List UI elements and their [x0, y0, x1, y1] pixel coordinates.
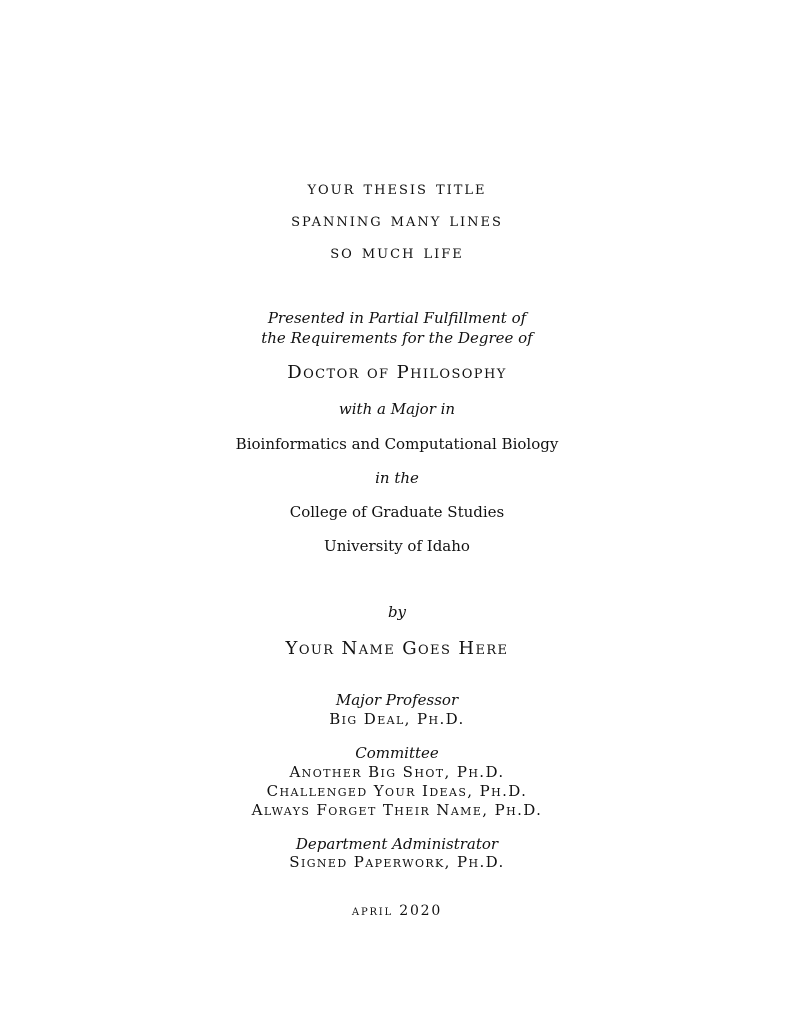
in-the-text: in the — [375, 469, 419, 487]
major-professor-label: Major Professor — [335, 691, 459, 709]
presented-line-2: the Requirements for the Degree of — [261, 329, 533, 347]
committee-member: Another Big Shot, Ph.D. — [289, 763, 505, 781]
department-administrator-name: Signed Paperwork, Ph.D. — [289, 853, 505, 871]
by-text: by — [387, 603, 407, 621]
submission-date: april 2020 — [351, 903, 443, 919]
thesis-title-line: so much life — [330, 241, 464, 263]
thesis-title-line: spanning many lines — [291, 209, 503, 231]
college-name: College of Graduate Studies — [289, 503, 505, 521]
major-intro: with a Major in — [338, 400, 456, 418]
committee-list — [0, 763, 794, 820]
degree-name: Doctor of Philosophy — [287, 362, 507, 383]
department-administrator-label: Department Administrator — [295, 835, 499, 853]
thesis-title — [0, 172, 794, 268]
presented-statement — [0, 308, 794, 348]
author-name: Your Name Goes Here — [285, 638, 509, 659]
committee-member: Challenged Your Ideas, Ph.D. — [266, 782, 528, 800]
university-name: University of Idaho — [324, 537, 470, 555]
committee-member: Always Forget Their Name, Ph.D. — [251, 801, 543, 819]
thesis-title-line: your thesis title — [307, 177, 487, 199]
committee-label: Committee — [355, 744, 439, 762]
presented-line-1: Presented in Partial Fulfillment of — [267, 309, 527, 327]
major-name: Bioinformatics and Computational Biology — [235, 435, 559, 453]
major-professor-name: Big Deal, Ph.D. — [329, 710, 465, 728]
